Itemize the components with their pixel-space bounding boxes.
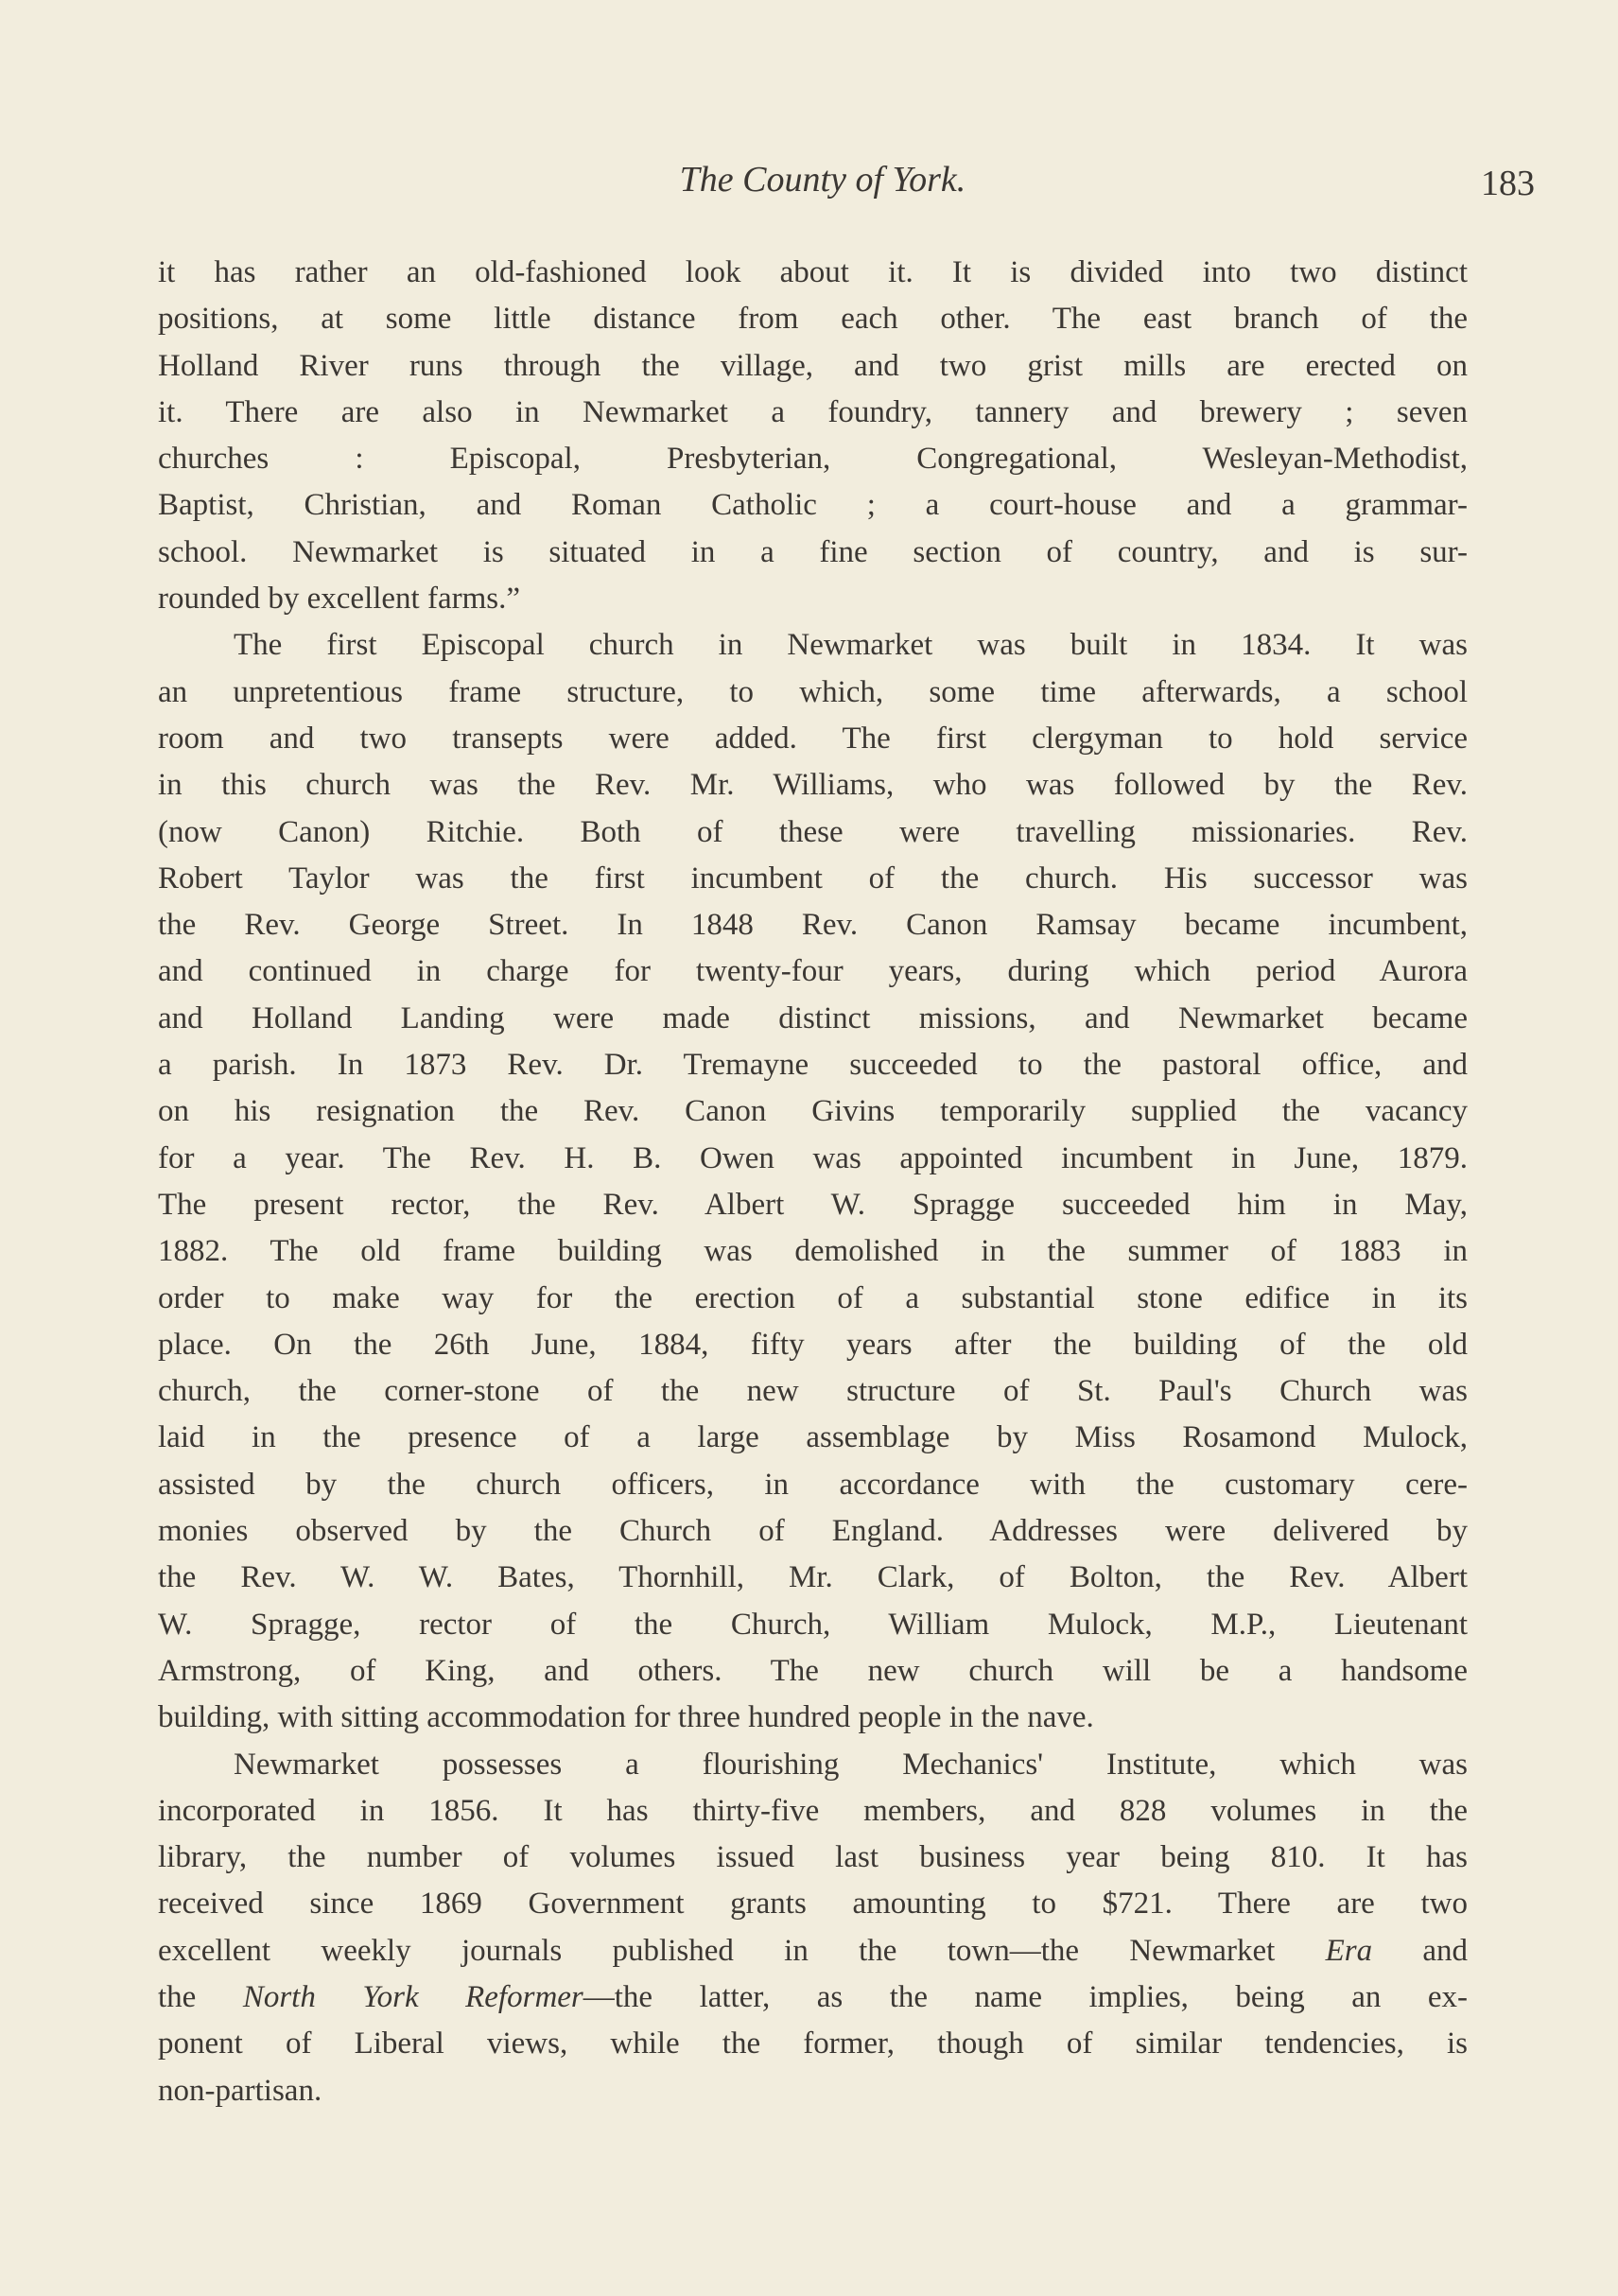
text-segment: incorporated in 1856. It has thirty-five members, and 828 volumes in the (158, 1793, 1468, 1828)
text-line (158, 1228, 1468, 1275)
text-segment: Robert Taylor was the first incumbent of the church. His successor was (158, 861, 1468, 896)
text-segment: positions, at some little distance from each other. The east branch of the (158, 302, 1468, 337)
text-segment: assisted by the church officers, in accordance with the customary cere- (158, 1467, 1468, 1502)
text-line (158, 530, 1468, 576)
text-line (158, 1088, 1468, 1135)
text-segment: Armstrong, of King, and others. The new church will be a handsome (158, 1653, 1468, 1688)
text-segment: it. There are also in Newmarket a foundry, tannery and brewery ; seven (158, 394, 1468, 429)
text-segment: place. On the 26th June, 1884, fifty years after the building of the old (158, 1327, 1468, 1362)
paragraph (158, 622, 1468, 1741)
text-segment: monies observed by the Church of England. Addresses were delivered by (158, 1514, 1468, 1549)
text-segment: ponent of Liberal views, while the former, though of similar tendencies, is (158, 2026, 1468, 2061)
text-line (158, 482, 1468, 529)
text-line (158, 670, 1468, 716)
text-segment: room and two transepts were added. The first clergyman to hold service (158, 721, 1468, 756)
text-line (158, 1695, 1468, 1741)
text-line (158, 1788, 1468, 1835)
italic-title: Era (1325, 1933, 1373, 1968)
text-line (158, 1136, 1468, 1182)
text-segment: laid in the presence of a large assemblage by Miss Rosamond Mulock, (158, 1420, 1468, 1455)
text-segment: on his resignation the Rev. Canon Givins temporarily supplied the vacancy (158, 1094, 1468, 1129)
text-segment: The first Episcopal church in Newmarket was built in 1834. It was (234, 628, 1468, 663)
paragraph (158, 1742, 1468, 2114)
text-line (158, 809, 1468, 856)
text-line (158, 1835, 1468, 1881)
text-line (158, 1974, 1468, 2021)
text-line (158, 1881, 1468, 1927)
text-segment: an unpretentious frame structure, to which, some time afterwards, a school (158, 674, 1468, 709)
text-line (158, 576, 1468, 622)
page-number: 183 (1481, 164, 1535, 203)
text-segment: and continued in charge for twenty-four years, during which period Aurora (158, 954, 1468, 989)
text-line (158, 1928, 1468, 1974)
text-line (158, 716, 1468, 762)
text-line (158, 996, 1468, 1042)
text-line (158, 390, 1468, 436)
text-line (158, 1555, 1468, 1601)
paragraph (158, 250, 1468, 622)
text-segment: a parish. In 1873 Rev. Dr. Tremayne succeeded to the pastoral office, and (158, 1048, 1468, 1083)
text-line (158, 1368, 1468, 1415)
text-segment: school. Newmarket is situated in a fine section of country, and is sur- (158, 534, 1468, 569)
text-segment: church, the corner-stone of the new structure of St. Paul's Church was (158, 1374, 1468, 1409)
text-segment: The present rector, the Rev. Albert W. Spragge succeeded him in May, (158, 1187, 1468, 1222)
text-line (158, 1648, 1468, 1695)
text-segment: the Rev. W. W. Bates, Thornhill, Mr. Clark, of Bolton, the Rev. Albert (158, 1560, 1468, 1595)
text-segment: the Rev. George Street. In 1848 Rev. Canon Ramsay became incumbent, (158, 908, 1468, 943)
text-segment: Newmarket possesses a flourishing Mechanics' Institute, which was (234, 1747, 1468, 1782)
text-line (158, 2021, 1468, 2067)
text-segment: it has rather an old-fashioned look about it. It is divided into two distinct (158, 255, 1468, 289)
text-line (158, 343, 1468, 390)
text-line (158, 1276, 1468, 1322)
text-segment: building, with sitting accommodation for three hundred people in the nave. (158, 1700, 1094, 1735)
text-line (158, 762, 1468, 809)
text-segment: churches : Episcopal, Presbyterian, Congregational, Wesleyan-Methodist, (158, 442, 1468, 477)
text-segment: excellent weekly journals published in the town—the Newmarket (158, 1933, 1326, 1968)
text-segment: Holland River runs through the village, and two grist mills are erected on (158, 348, 1468, 383)
text-segment: W. Spragge, rector of the Church, William Mulock, M.P., Lieutenant (158, 1607, 1468, 1642)
text-line (158, 296, 1468, 342)
running-head-title: The County of York. (679, 160, 966, 200)
text-segment: and (1372, 1933, 1468, 1968)
text-line (158, 1508, 1468, 1555)
text-line (158, 1182, 1468, 1228)
text-line (158, 2068, 1468, 2114)
text-segment: 1882. The old frame building was demolished in the summer of 1883 in (158, 1234, 1468, 1269)
text-segment: order to make way for the erection of a substantial stone edifice in its (158, 1280, 1468, 1315)
text-segment: received since 1869 Government grants amounting to $721. There are two (158, 1887, 1468, 1922)
text-line (158, 1415, 1468, 1461)
text-segment: in this church was the Rev. Mr. Williams, who was followed by the Rev. (158, 768, 1468, 803)
text-segment: non-partisan. (158, 2073, 322, 2108)
text-line (158, 902, 1468, 948)
text-segment: (now Canon) Ritchie. Both of these were travelling missionaries. Rev. (158, 814, 1468, 849)
text-line (158, 250, 1468, 296)
text-line (158, 1742, 1468, 1788)
text-segment: for a year. The Rev. H. B. Owen was appointed incumbent in June, 1879. (158, 1140, 1468, 1175)
text-segment: Baptist, Christian, and Roman Catholic ; a court-house and a grammar- (158, 488, 1468, 523)
text-segment: —the latter, as the name implies, being an ex- (583, 1979, 1468, 2014)
text-line (158, 622, 1468, 669)
text-line (158, 948, 1468, 995)
text-line (158, 1042, 1468, 1088)
text-line (158, 1322, 1468, 1368)
text-segment: and Holland Landing were made distinct missions, and Newmarket became (158, 1000, 1468, 1035)
text-line (158, 856, 1468, 902)
text-line (158, 1462, 1468, 1508)
text-line (158, 436, 1468, 482)
italic-title: North York Reformer (242, 1979, 583, 2014)
text-segment: rounded by excellent farms.” (158, 582, 521, 617)
text-segment: the (158, 1979, 243, 2014)
body-text (158, 250, 1468, 2114)
text-segment: library, the number of volumes issued last business year being 810. It has (158, 1840, 1468, 1875)
text-line (158, 1602, 1468, 1648)
